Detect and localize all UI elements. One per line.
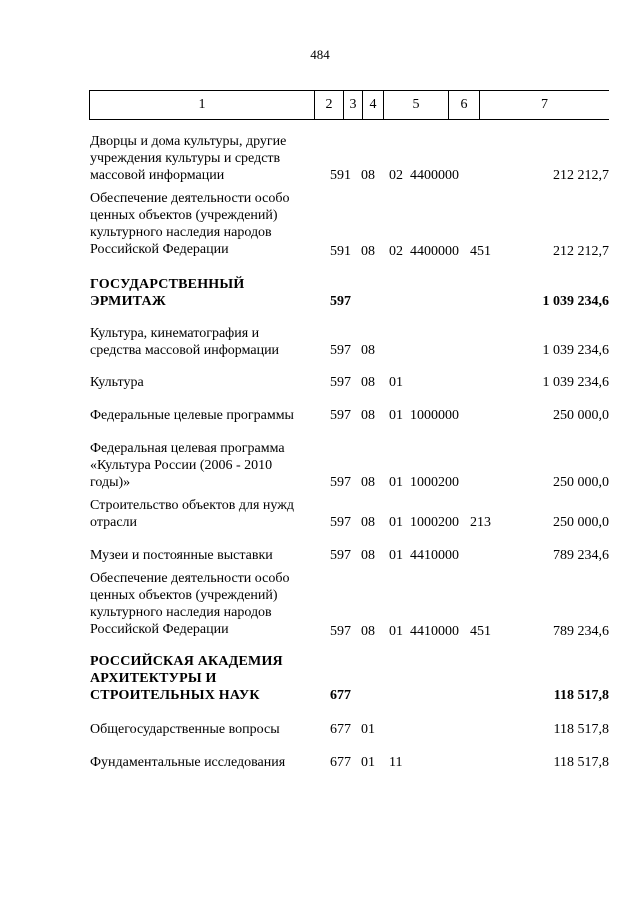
row-csr: 4410000: [410, 624, 459, 639]
column-header-3: 3: [344, 91, 363, 120]
row-rz: 08: [361, 475, 375, 490]
row-csr: 4410000: [410, 548, 459, 563]
column-header-6: 6: [449, 91, 480, 120]
row-rz: 08: [361, 168, 375, 183]
row-pr: 02: [389, 168, 403, 183]
row-ved: 677: [330, 688, 351, 703]
row-vr: 451: [470, 624, 491, 639]
row-name: Фундаментальные исследования: [90, 755, 286, 770]
row-pr: 01: [389, 515, 403, 530]
row-sum: 1 039 234,6: [542, 343, 609, 358]
row-sum: 1 039 234,6: [542, 294, 609, 309]
row-csr: 4400000: [410, 244, 459, 259]
column-header-4: 4: [363, 91, 384, 120]
row-ved: 677: [330, 755, 351, 770]
row-rz: 08: [361, 624, 375, 639]
row-pr: 01: [389, 548, 403, 563]
row-name: Строительство объектов для нужд отрасли: [90, 498, 295, 530]
row-pr: 11: [389, 755, 403, 770]
row-ved: 597: [330, 408, 351, 423]
row-ved: 677: [330, 722, 351, 737]
row-pr: 01: [389, 624, 403, 639]
row-ved: 597: [330, 294, 351, 309]
row-ved: 597: [330, 624, 351, 639]
row-pr: 02: [389, 244, 403, 259]
row-sum: 212 212,7: [553, 168, 609, 183]
row-name: Федеральные целевые программы: [90, 408, 294, 423]
row-ved: 591: [330, 168, 351, 183]
row-name: Музеи и постоянные выставки: [90, 548, 273, 563]
row-rz: 08: [361, 375, 375, 390]
row-rz: 08: [361, 515, 375, 530]
row-name: ГОСУДАРСТВЕННЫЙ ЭРМИТАЖ: [90, 277, 245, 309]
row-rz: 08: [361, 343, 375, 358]
row-ved: 597: [330, 515, 351, 530]
page-number: 484: [310, 47, 330, 62]
row-rz: 01: [361, 755, 375, 770]
row-name: Общегосударственные вопросы: [90, 722, 280, 737]
row-ved: 597: [330, 343, 351, 358]
row-rz: 08: [361, 408, 375, 423]
row-sum: 789 234,6: [553, 624, 609, 639]
row-ved: 597: [330, 375, 351, 390]
row-vr: 213: [470, 515, 491, 530]
row-rz: 08: [361, 548, 375, 563]
row-pr: 01: [389, 475, 403, 490]
row-pr: 01: [389, 375, 403, 390]
row-ved: 597: [330, 548, 351, 563]
row-sum: 250 000,0: [553, 408, 609, 423]
row-name: Культура, кинематография и средства массовой информации: [90, 326, 280, 358]
row-rz: 08: [361, 244, 375, 259]
column-header-7: 7: [480, 91, 610, 120]
row-name: Дворцы и дома культуры, другие учреждения культуры и средств массовой информации: [90, 134, 287, 183]
row-sum: 250 000,0: [553, 475, 609, 490]
column-header-5: 5: [384, 91, 449, 120]
row-sum: 789 234,6: [553, 548, 609, 563]
row-sum: 212 212,7: [553, 244, 609, 259]
row-sum: 118 517,8: [553, 755, 609, 770]
row-csr: 1000200: [410, 515, 459, 530]
column-header-2: 2: [315, 91, 344, 120]
row-name: Культура: [90, 375, 144, 390]
row-csr: 1000200: [410, 475, 459, 490]
row-ved: 591: [330, 244, 351, 259]
row-rz: 01: [361, 722, 375, 737]
row-csr: 4400000: [410, 168, 459, 183]
row-pr: 01: [389, 408, 403, 423]
row-ved: 597: [330, 475, 351, 490]
row-sum: 1 039 234,6: [542, 375, 609, 390]
row-vr: 451: [470, 244, 491, 259]
row-csr: 1000000: [410, 408, 459, 423]
column-header-1: 1: [90, 91, 315, 120]
row-name: Обеспечение деятельности особо ценных объектов (учреждений) культурного наследия народов Российской Федерации: [90, 571, 290, 637]
row-sum: 118 517,8: [553, 722, 609, 737]
row-name: Федеральная целевая программа «Культура России (2006 - 2010 годы)»: [90, 441, 285, 490]
row-sum: 118 517,8: [553, 688, 609, 703]
row-name: РОССИЙСКАЯ АКАДЕМИЯ АРХИТЕКТУРЫ И СТРОИТЕЛЬНЫХ НАУК: [90, 654, 283, 703]
row-sum: 250 000,0: [553, 515, 609, 530]
row-name: Обеспечение деятельности особо ценных объектов (учреждений) культурного наследия народов Российской Федерации: [90, 191, 290, 257]
